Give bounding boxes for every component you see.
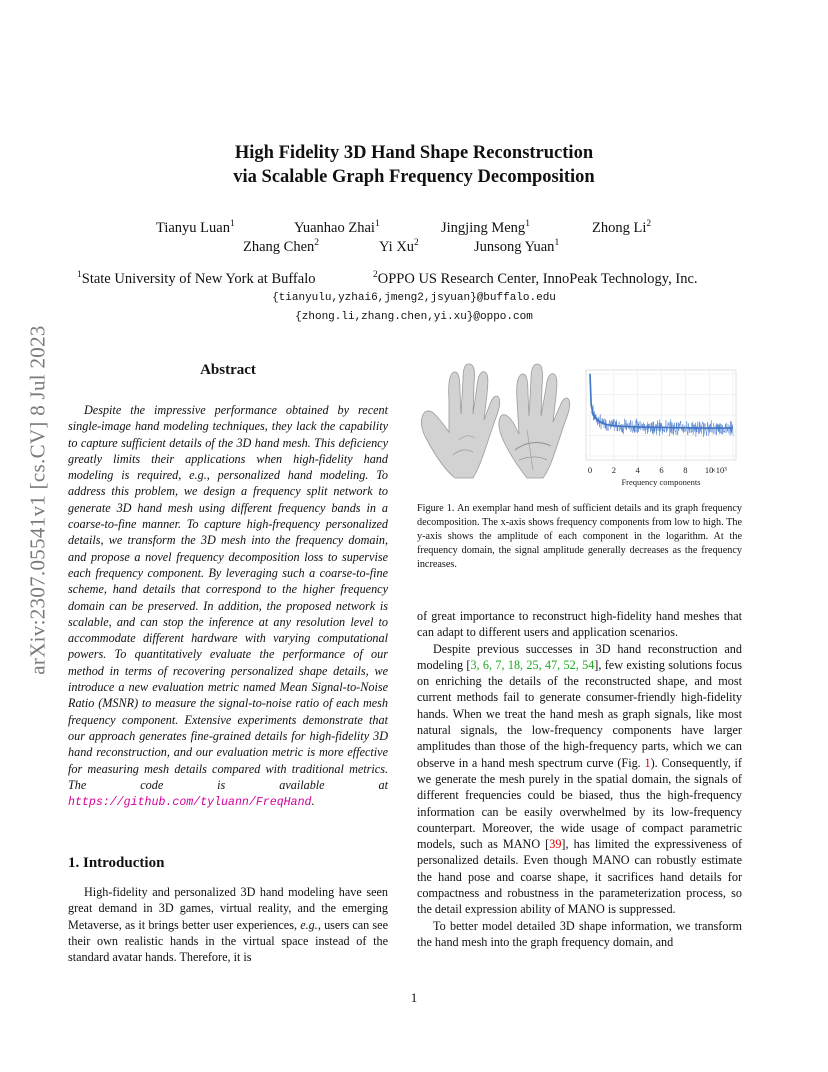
hand-palm-shape <box>499 364 570 478</box>
x-axis-label: Frequency components <box>621 477 701 487</box>
x-tick-label: 6 <box>659 465 664 475</box>
right-paragraph-2: To better model detailed 3D shape information, we transform the hand mesh into the graph frequency domain, and <box>417 918 742 949</box>
author-7: Junsong Yuan$^1$ <box>474 238 560 255</box>
paper-title <box>0 141 828 189</box>
affiliation-1: $^1$State University of New York at Buffalo <box>77 270 316 287</box>
right-column-body <box>417 608 742 950</box>
x-multiplier-label: ×10³ <box>711 465 727 475</box>
abstract-text: Despite the impressive performance obtained by recent single-image hand modeling techniques, they lack the capability to capture sufficient details of the 3D hand mesh. This deficiency greatly limits their applications when high-fidelity hand modeling is required, e.g., personalized hand modeling. To address this problem, we design a frequency split network to generate 3D hand mesh using different frequency bands in a coarse-to-fine manner. To capture high-frequency personalized details, we transform the 3D mesh into the frequency domain, and propose a novel frequency decomposition loss to supervise each frequency component. By leveraging such a coarse-to-fine scheme, hand details that correspond to the higher frequency domain can be preserved. In addition, the proposed network is scalable, and can stop the inference at any resolution level to accommodate different hardware with varying computational powers. To quantitatively evaluate the performance of our method in terms of recovering personalized shape details, we introduce a new evaluation metric named Mean Signal-to-Noise Ratio (MSNR) to measure the signal-to-noise ratio of each mesh frequency component. Extensive experiments demonstrate that our approach generates fine-grained details for high-fidelity 3D hand reconstruction, and our evaluation metric is more effective for measuring mesh details compared with traditional metrics. The code is available at <box>68 403 388 792</box>
author-5: Zhang Chen$^2$ <box>243 238 320 255</box>
hand-palm-image <box>499 364 570 478</box>
figure-1-graphic <box>415 360 743 490</box>
introduction-body: High-fidelity and personalized 3D hand modeling have seen great demand in 3D games, virtual reality, and the emerging Metaverse, as it brings better user experiences, e.g., users can see their own realistic hands in the virtual space instead of the standard avatar hands. Therefore, it is <box>68 885 388 965</box>
page-number: 1 <box>410 990 418 1005</box>
hand-back-shape <box>421 364 499 478</box>
citation-list[interactable]: 3, 6, 7, 18, 25, 47, 52, 54 <box>470 657 595 672</box>
email-line-1: {tianyulu,yzhai6,jmeng2,jsyuan}@buffalo.edu <box>272 292 556 304</box>
spectrum-chart <box>586 370 736 487</box>
right-paragraph-1: Despite previous successes in 3D hand reconstruction and modeling [3, 6, 7, 18, 25, 47, 52, 54], few existing solutions focus on enriching the details of the reconstructed shape, and most current methods fail to generate consumer-friendly high-fidelity hands. When we treat the hand mesh as graph signals, like most natural signals, the low-frequency components have larger amplitudes than those of the high-frequency parts, which we can observe in a hand mesh spectrum curve (Fig. 1). Consequently, if we generate the mesh purely in the spatial domain, the signals of different frequencies could be biased, thus the high-frequency information can be easily overwhelmed by its low-frequency counterpart. Moreover, the wide usage of compact parametric models, such as MANO [39], has limited the expressiveness of personalized details. Even though MANO can robustly estimate the hand pose and coarse shape, it sacrifices hand details for compactness and robustness in the parameterization process, so the detail expression ability of MANO is suppressed. <box>417 641 742 917</box>
author-1: Tianyu Luan$^1$ <box>156 219 235 236</box>
author-6: Yi Xu$^2$ <box>379 238 419 255</box>
introduction-heading: 1. Introduction <box>68 855 165 871</box>
figure-1 <box>415 360 743 490</box>
hand-back-image <box>421 364 499 478</box>
x-tick-label: 4 <box>635 465 640 475</box>
x-tick-label: 10 <box>704 465 714 475</box>
author-4: Zhong Li$^2$ <box>592 219 652 236</box>
citation-39[interactable]: 39 <box>549 837 562 852</box>
abstract-body: Despite the impressive performance obtained by recent single-image hand modeling techniques, they lack the capability to capture sufficient details of the 3D hand mesh. This deficiency greatly limits their applications when high-fidelity hand modeling is required, e.g., personalized hand modeling. To address this problem, we design a frequency split network to generate 3D hand mesh using different frequency bands in a coarse-to-fine manner. To capture high-frequency personalized details, we transform the 3D mesh into the frequency domain, and propose a novel frequency decomposition loss to supervise each frequency component. By leveraging such a coarse-to-fine scheme, hand details that correspond to the higher frequency domain can be preserved. In addition, the proposed network is scalable, and can stop the inference at any resolution level to accommodate different hardware with varying computational powers. To quantitatively evaluate the performance of our method in terms of recovering personalized shape details, we introduce a new evaluation metric named Mean Signal-to-Noise Ratio (MSNR) to measure the signal-to-noise ratio of each mesh frequency component. Extensive experiments demonstrate that our approach generates fine-grained details for high-fidelity 3D hand reconstruction, and our evaluation metric is more effective for measuring mesh details compared with traditional metrics. The code is available at https://github.com/tyluann/FreqHand. <box>68 403 388 810</box>
x-tick-label: 8 <box>683 465 688 475</box>
abstract-heading: Abstract <box>200 362 256 378</box>
x-tick-label: 2 <box>611 465 616 475</box>
author-3: Jingjing Meng$^1$ <box>441 219 530 236</box>
title-line-2: via Scalable Graph Frequency Decomposition <box>233 167 595 187</box>
x-tick-labels <box>588 465 714 475</box>
author-2: Yuanhao Zhai$^1$ <box>294 219 380 236</box>
affiliation-2: $^2$OPPO US Research Center, InnoPeak Technology, Inc. <box>373 270 698 287</box>
email-line-2: {zhong.li,zhang.chen,yi.xu}@oppo.com <box>295 311 533 323</box>
x-tick-label: 0 <box>587 465 593 475</box>
arxiv-sidebar <box>22 300 54 700</box>
arxiv-id: arXiv:2307.05541v1 [cs.CV] 8 Jul 2023 <box>25 325 50 675</box>
figure-ref-1[interactable]: 1 <box>644 755 651 770</box>
right-paragraph-0: of great importance to reconstruct high-fidelity hand meshes that can adapt to different users and application scenarios. <box>417 609 742 640</box>
figure-1-caption: Figure 1. An exemplar hand mesh of sufficient details and its graph frequency decomposition. The x-axis shows frequency components from low to high. The y-axis shows the amplitude of each component in the logarithm. At the frequency domain, the signal amplitude generally decreases as the frequency increases. <box>417 503 742 570</box>
code-link[interactable]: https://github.com/tyluann/FreqHand <box>68 796 312 810</box>
title-line-1: High Fidelity 3D Hand Shape Reconstruction <box>234 143 594 163</box>
